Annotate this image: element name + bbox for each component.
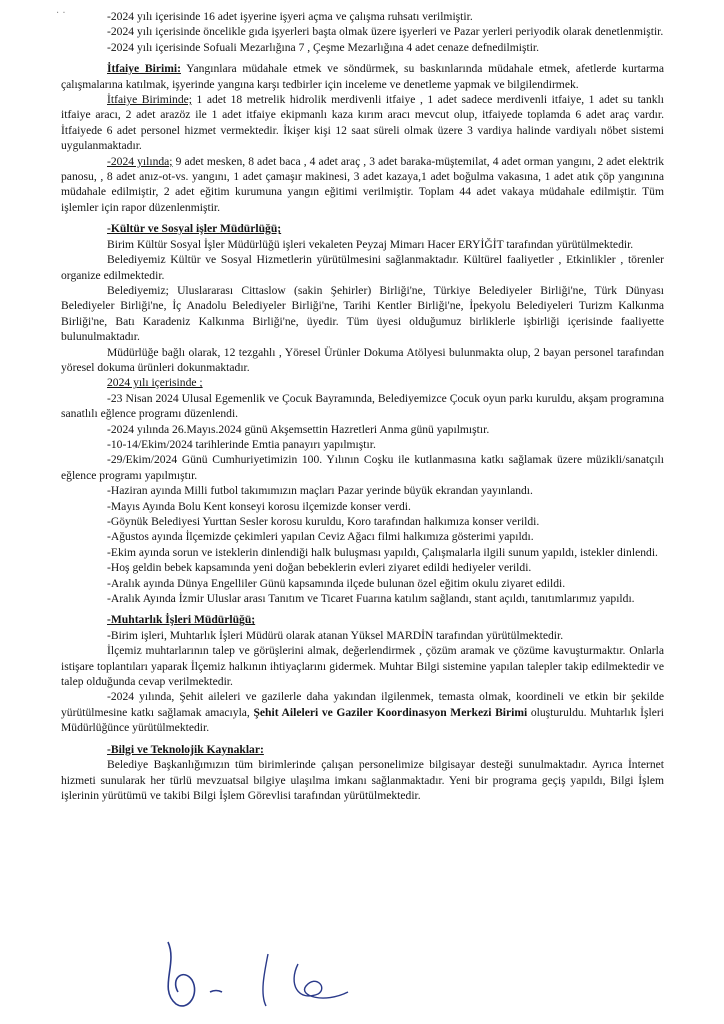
bilgi-heading-line [61,742,664,757]
kultur-item-1: -23 Nisan 2024 Ulusal Egemenlik ve Çocuk Bayramında, Belediyemizce Çocuk oyun parkı kuruldu, akşam programına sanatlılı eğlence programı düzenlendi. [61,391,664,421]
bilgi-paragraph-1: Belediye Başkanlığımızın tüm birimlerinde çalışan personelimize bilgisayar desteği sunulmaktadır. Ayrıca İnternet hizmeti sunularak her türlü mevzuatsal bilgiye ulaşılma imkanı sağlanmaktadır. Yeni bir programa geçiş yapıldı, Bilgi İşlem işlerinin yürütümü ve takibi Bilgi İşlem Görevlisi tarafından yürütülmektedir. [61,758,664,802]
kultur-paragraph-3: Belediyemiz; Uluslararası Cittaslow (sakin Şehirler) Birliği'ne, Türkiye Belediyeler Birliği'ne, Türk Dünyası Belediyeler Birliği'ne, İç Anadolu Belediyeler Birliği'ne, Tarihi Kentler Birliği'ne, İpekyolu Belediyeleri Turizm Kalkınma Birliği'ne, Batı Karadeniz Kalkınma Birliği'ne, üyedir. Tüm üyesi olduğumuz birliklerle işbirliği içerisinde faaliyette bulunulmaktadır. [61,283,664,344]
kultur-item-6: -Mayıs Ayında Bolu Kent konseyi korosu ilçemizde konser verdi. [107,499,411,513]
muhtarlik-heading: -Muhtarlık İşleri Müdürlüğü; [107,613,256,627]
kultur-item-11: -Aralık ayında Dünya Engelliler Günü kapsamında ilçede bulunan özel eğitim okulu ziyaret edildi. [107,576,566,590]
kultur-paragraph-4: Müdürlüğe bağlı olarak, 12 tezgahlı , Yöresel Ürünler Dokuma Atölyesi bulunmakta olup, 2 bayan personel tarafından yöresel dokuma ürünleri dokunmaktadır. [61,345,664,374]
kultur-year-heading: 2024 yılı içerisinde ; [107,376,203,390]
itfaiye-paragraph-2 [61,92,664,154]
itfaiye-text-2: 1 adet 18 metrelik hidrolik merdivenli itfaiye , 1 adet sadece merdivenli itfaiye, 1 adet su tanklı itfaiye aracı, 2 adet arazöz ile 1 adet itfaiye ekipmanlı kaza kırım aracı mevcut olup, itfaiyede toplamda 6 adet araç vardır. İtfaiyede 6 adet personel hizmet vermektedir. İkişer kişi 12 saat süreli olmak üzere 3 vardiya halinde vardiyalı nöbet sistemi uygulanmaktadır. [61,93,664,153]
bilgi-heading: -Bilgi ve Teknolojik Kaynaklar: [107,742,264,756]
muhtarlik-paragraph-2: İlçemiz muhtarlarının talep ve görüşlerini almak, değerlendirmek , çözüm aramak ve çözüme kavuşturmaktır. Onlarla istişare toplantıları yaparak İlçemiz halkının ihtiyaçlarını gidermek. Muhtar Bilgi sistemine yapılan talepler takip edilmektedir ve talep olduğunda cevap verilmektedir. [61,644,664,689]
kultur-item-2: -2024 yılında 26.Mayıs.2024 günü Akşemsettin Hazretleri Anma günü yapılmıştır. [107,422,490,436]
kultur-item-10: -Hoş geldin bebek kapsamında yeni doğan bebeklerin evleri ziyaret edildi hediyeler verildi. [107,561,532,575]
kultur-item-9: -Ekim ayında sorun ve isteklerin dinlendiği halk buluşması yapıldı, Çalışmalarla ilgili sunum yapıldı, istekler dinlendi. [107,545,658,559]
muhtarlik-text-3a: -2024 yılında, Şehit aileleri ve gazilerle daha yakından ilgilenmek, temasta olmak, koordineli ve etkin bir şekilde yürütülmesine katkı sağlamak amacıyla, [61,690,664,719]
kultur-item-8: -Ağustos ayında İlçemizde çekimleri yapılan Ceviz Ağacı filmi halkımıza gösterimi yapıldı. [107,530,534,544]
intro-line-1: -2024 yılı içerisinde 16 adet işyerine işyeri açma ve çalışma ruhsatı verilmiştir. [107,10,473,23]
itfaiye-text-3: 9 adet mesken, 8 adet baca , 4 adet araç , 3 adet baraka-müştemilat, 4 adet orman yangını, 2 adet elektrik panosu, , 8 adet anız-ot-vs. yangını, 1 adet çamaşır makinesi, 3 adet kazaya,1 adet boğulma vakasına, 1 adet atık çöp yangınına müdahale edilmiştir, 2 adet eğitim kurumuna yangın eğitimi verilmiştir. Toplam 44 adet vakaya müdahale edilmiştir. Tüm işlemler için rapor düzenlenmiştir. [61,154,664,214]
intro-line-2: -2024 yılı içerisinde öncelikle gıda işyerleri başta olmak üzere işyerleri ve Pazar yerleri periyodik olarak denetlenmiştir. [107,25,664,39]
kultur-item-7: -Göynük Belediyesi Yurttan Sesler korosu kuruldu, Koro tarafından halkımıza konser verildi. [107,515,540,528]
kultur-year-heading-line [61,375,664,390]
kultur-heading: -Kültür ve Sosyal işler Müdürlüğü; [107,222,282,236]
kultur-item-12: -Aralık Ayında İzmir Uluslar arası Tanıtım ve Ticaret Fuarına katılım sağlandı, stant açıldı, tanıtımlarımız yapıldı. [107,592,635,606]
itfaiye-label-3: -2024 yılında; [107,154,173,168]
itfaiye-paragraph-1 [61,61,664,92]
kultur-item-4: -29/Ekim/2024 Günü Cumhuriyetimizin 100. Yılının Coşku ile kutlanmasına katkı sağlamak üzere müzikli/sanatçılı eğlence programı yapılmıştır. [61,453,664,482]
kultur-item-3: -10-14/Ekim/2024 tarihlerinde Emtia panayırı yapılmıştır. [107,437,376,451]
muhtarlik-text-3b: oluşturuldu. Muhtarlık İşleri Müdürlüğünce yürütülmektedir. [61,705,664,735]
muhtarlik-paragraph-1: -Birim işleri, Muhtarlık İşleri Müdürü olarak atanan Yüksel MARDİN tarafından yürütülmektedir. [107,628,564,642]
kultur-paragraph-1: Birim Kültür Sosyal İşler Müdürlüğü işleri vekaleten Peyzaj Mimarı Hacer ERYİĞİT tarafından yürütülmektedir. [107,237,634,251]
intro-line-3: -2024 yılı içerisinde Sofuali Mezarlığına 7 , Çeşme Mezarlığına 4 adet cenaze defnedilmiştir. [107,40,540,54]
kultur-item-5: -Haziran ayında Milli futbol takımımızın maçları Pazar yerinde büyük ekrandan yayınlandı. [107,484,533,498]
itfaiye-text-1: Yangınlara müdahale etmek ve söndürmek, su baskınlarında müdahale etmek, afetlerde kurtarma çalışmalarına katılmak, işyerinde yangına karşı tedbirler için inceleme ve denetleme yapmak ve bilgilendirmek. [61,62,664,91]
corner-mark: · · [56,8,66,19]
kultur-paragraph-2: Belediyemiz Kültür ve Sosyal Hizmetlerin yürütülmesini sağlanmaktadır. Kültürel faaliyetler , Etkinlikler , törenler organize edilmektedir. [61,253,664,282]
kultur-heading-line [61,221,664,236]
itfaiye-heading: İtfaiye Birimi: [107,62,181,76]
muhtarlik-paragraph-3 [61,689,664,735]
itfaiye-paragraph-3 [61,154,664,216]
muhtarlik-bold-unit: Şehit Aileleri ve Gaziler Koordinasyon Merkezi Birimi [253,705,528,719]
handwritten-signature [148,934,368,1014]
itfaiye-label-2: İtfaiye Biriminde; [107,93,192,107]
muhtarlik-heading-line [61,612,664,627]
